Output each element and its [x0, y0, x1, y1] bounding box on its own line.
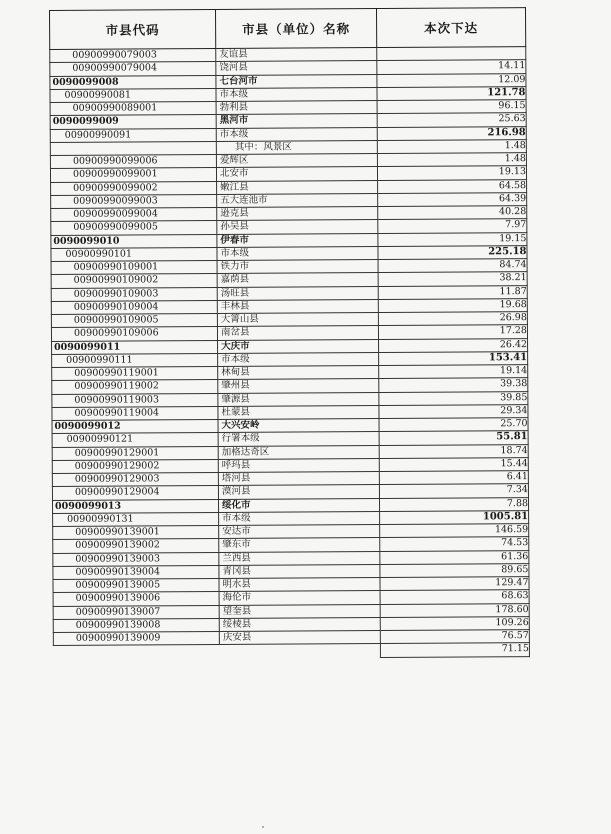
cell-code: 00900990109001	[51, 260, 217, 274]
cell-name: 孙吴县	[217, 220, 378, 234]
cell-code: 00900990119004	[52, 406, 218, 420]
cell-amount: 39.85	[379, 391, 528, 405]
cell-name: 市本级	[219, 511, 380, 525]
cell-name: 五大连池市	[217, 193, 378, 207]
cell-code	[53, 645, 219, 659]
cell-code: 00900990089001	[50, 101, 216, 115]
cell-code: 00900990099006	[50, 154, 216, 168]
cell-code: 00900990129001	[52, 446, 218, 460]
cell-amount: 61.36	[380, 550, 529, 564]
table-body	[50, 47, 530, 659]
cell-name: 大箐山县	[217, 312, 378, 326]
cell-code: 00900990099001	[50, 168, 216, 182]
cell-name: 伊春市	[217, 233, 378, 247]
cell-name: 市本级	[218, 352, 379, 366]
cell-code: 0090099010	[51, 234, 217, 248]
cell-name: 友谊县	[216, 47, 377, 61]
cell-amount: 74.53	[380, 537, 529, 551]
cell-code: 00900990109006	[51, 327, 217, 341]
cell-amount: 17.28	[378, 325, 527, 339]
cell-amount: 7.88	[379, 497, 528, 511]
cell-amount: 129.47	[380, 577, 529, 591]
cell-code: 00900990139001	[53, 525, 219, 539]
cell-amount: 39.38	[379, 378, 528, 392]
cell-name: 大兴安岭	[218, 418, 379, 432]
cell-code: 00900990101	[51, 247, 217, 261]
cell-code: 00900990109002	[51, 274, 217, 288]
cell-name: 市本级	[216, 127, 377, 141]
cell-amount: 15.44	[379, 457, 528, 471]
cell-amount: 55.81	[379, 431, 528, 445]
cell-code: 00900990109005	[51, 313, 217, 327]
cell-name: 林甸县	[218, 365, 379, 379]
scan-speck	[262, 826, 264, 828]
cell-amount: 18.74	[379, 444, 528, 458]
cell-amount: 178.60	[380, 603, 529, 617]
cell-name: 呼玛县	[218, 458, 379, 472]
cell-name: 漠河县	[218, 485, 379, 499]
cell-name: 汤旺县	[217, 286, 378, 300]
cell-code: 00900990129002	[52, 459, 218, 473]
cell-amount: 76.57	[380, 630, 529, 644]
cell-code: 00900990139003	[53, 552, 219, 566]
cell-name: 黑河市	[216, 114, 377, 128]
cell-name: 七台河市	[216, 74, 377, 88]
cell-amount: 12.09	[377, 73, 526, 87]
cell-code: 00900990139009	[53, 631, 219, 645]
cell-amount: 89.65	[380, 563, 529, 577]
table-header-row	[50, 8, 526, 50]
cell-code: 00900990121	[52, 433, 218, 447]
cell-amount: 1.48	[377, 139, 526, 153]
cell-name: 爱辉区	[216, 153, 377, 167]
cell-name: 海伦市	[219, 591, 380, 605]
cell-code: 0090099013	[52, 499, 218, 513]
cell-name: 市本级	[216, 87, 377, 101]
cell-code: 00900990139004	[53, 565, 219, 579]
cell-amount: 1005.81	[380, 510, 529, 524]
cell-name: 青冈县	[219, 564, 380, 578]
cell-name: 其中：风景区	[216, 140, 377, 154]
cell-code: 00900990139008	[53, 618, 219, 632]
cell-amount: 64.58	[378, 179, 527, 193]
cell-name: 南岔县	[217, 326, 378, 340]
cell-amount: 25.70	[379, 418, 528, 432]
cell-code: 00900990109003	[51, 287, 217, 301]
cell-code: 00900990119001	[52, 366, 218, 380]
table-row	[53, 643, 529, 659]
cell-name: 加格达奇区	[218, 445, 379, 459]
cell-name: 嫩江县	[217, 180, 378, 194]
cell-code: 00900990129004	[52, 486, 218, 500]
cell-code: 00900990139006	[53, 592, 219, 606]
cell-code: 00900990139002	[53, 539, 219, 553]
cell-code: 00900990099004	[51, 207, 217, 221]
cell-name: 行署本级	[218, 432, 379, 446]
cell-name: 饶河县	[216, 61, 377, 75]
cell-name	[219, 644, 380, 658]
cell-amount: 29.34	[379, 404, 528, 418]
cell-amount: 19.14	[379, 365, 528, 379]
cell-code: 00900990099002	[51, 181, 217, 195]
cell-name: 肇源县	[218, 392, 379, 406]
cell-amount: 25.63	[377, 113, 526, 127]
cell-name: 庆安县	[219, 630, 380, 644]
cell-amount: 216.98	[377, 126, 526, 140]
cell-amount: 40.28	[378, 206, 527, 220]
cell-amount: 26.42	[379, 338, 528, 352]
cell-code: 00900990079003	[50, 48, 216, 62]
cell-amount: 71.15	[380, 643, 529, 657]
cell-name: 绥棱县	[219, 617, 380, 631]
cell-name: 肇东市	[219, 538, 380, 552]
cell-amount: 68.63	[380, 590, 529, 604]
cell-name: 安达市	[219, 524, 380, 538]
cell-amount: 121.78	[377, 86, 526, 100]
cell-code: 00900990111	[52, 353, 218, 367]
cell-name: 肇州县	[218, 379, 379, 393]
cell-code: 00900990131	[53, 512, 219, 526]
cell-amount: 19.13	[377, 166, 526, 180]
cell-name: 兰西县	[219, 551, 380, 565]
cell-code: 00900990099003	[51, 194, 217, 208]
cell-amount: 26.98	[378, 312, 527, 326]
cell-name: 杜蒙县	[218, 405, 379, 419]
cell-amount: 64.39	[378, 192, 527, 206]
cell-amount: 6.41	[379, 471, 528, 485]
cell-amount: 11.87	[378, 285, 527, 299]
cell-code: 0090099008	[50, 75, 216, 89]
cell-amount: 38.21	[378, 272, 527, 286]
cell-amount: 225.18	[378, 245, 527, 259]
cell-amount: 19.68	[378, 298, 527, 312]
cell-code: 00900990099005	[51, 221, 217, 235]
cell-code: 00900990109004	[51, 300, 217, 314]
header-code: 市县代码	[50, 9, 216, 49]
cell-code: 00900990091	[50, 128, 216, 142]
header-name: 市县（单位）名称	[215, 8, 376, 48]
cell-name: 大庆市	[218, 339, 379, 353]
cell-code	[50, 141, 216, 155]
cell-amount: 96.15	[377, 100, 526, 114]
cell-code: 0090099009	[50, 115, 216, 129]
cell-amount: 153.41	[379, 351, 528, 365]
allocation-table	[49, 7, 530, 659]
cell-code: 00900990081	[50, 88, 216, 102]
cell-name: 绥化市	[218, 498, 379, 512]
cell-amount	[377, 47, 526, 61]
cell-code: 00900990079004	[50, 62, 216, 76]
cell-code: 00900990119003	[52, 393, 218, 407]
cell-name: 明水县	[219, 577, 380, 591]
cell-amount: 19.15	[378, 232, 527, 246]
cell-code: 00900990119002	[52, 380, 218, 394]
header-amount: 本次下达	[376, 8, 525, 48]
cell-name: 塔河县	[218, 471, 379, 485]
cell-amount: 7.97	[378, 219, 527, 233]
cell-code: 0090099011	[52, 340, 218, 354]
cell-amount: 84.74	[378, 259, 527, 273]
cell-amount: 1.48	[377, 153, 526, 167]
cell-amount: 14.11	[377, 60, 526, 74]
cell-code: 00900990139007	[53, 605, 219, 619]
cell-name: 丰林县	[217, 299, 378, 313]
cell-name: 北安市	[216, 167, 377, 181]
cell-code: 00900990129003	[52, 472, 218, 486]
cell-name: 望奎县	[219, 604, 380, 618]
cell-code: 00900990139005	[53, 578, 219, 592]
cell-amount: 109.26	[380, 616, 529, 630]
cell-name: 勃利县	[216, 100, 377, 114]
cell-name: 市本级	[217, 246, 378, 260]
cell-code: 0090099012	[52, 419, 218, 433]
cell-name: 铁力市	[217, 259, 378, 273]
cell-name: 嘉荫县	[217, 273, 378, 287]
cell-name: 逊克县	[217, 206, 378, 220]
cell-amount: 7.34	[379, 484, 528, 498]
cell-amount: 146.59	[380, 524, 529, 538]
